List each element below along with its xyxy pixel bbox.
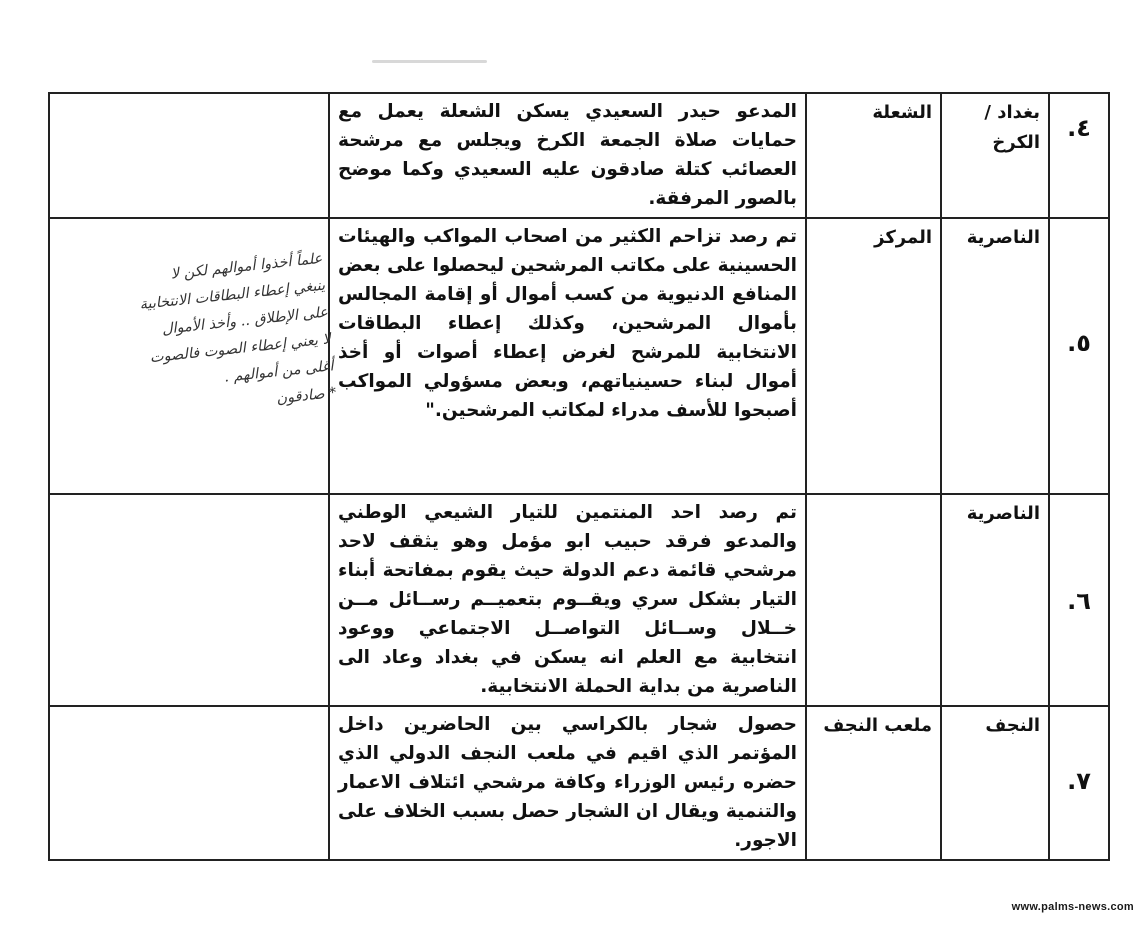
row-number-cell <box>1049 218 1109 494</box>
area-cell <box>806 706 941 860</box>
governorate: الناصرية <box>966 503 1040 524</box>
document-page <box>48 92 1108 861</box>
governorate-cell <box>941 706 1049 860</box>
governorate: بغداد / الكرخ <box>984 102 1040 153</box>
table-row <box>49 218 1109 494</box>
notes-cell <box>49 494 329 706</box>
governorate-cell <box>941 494 1049 706</box>
governorate: النجف <box>985 715 1040 736</box>
row-number: ٦. <box>1067 587 1091 615</box>
description: المدعو حيدر السعيدي يسكن الشعلة يعمل مع حمايات صلاة الجمعة الكرخ ويجلس مع مرشحة العصائب كتلة صادقون عليه السعيدي وكما موضح بالصور المرفقة. <box>338 101 797 209</box>
site-watermark: www.palms-news.com <box>1011 901 1134 913</box>
faint-mark <box>372 60 487 63</box>
description-cell <box>329 218 806 494</box>
handwritten-note <box>62 246 338 434</box>
area: المركز <box>874 227 932 248</box>
description-cell <box>329 93 806 218</box>
description-cell <box>329 494 806 706</box>
handwritten-line: * صادقون <box>275 385 338 408</box>
governorate-cell <box>941 218 1049 494</box>
description-cell <box>329 706 806 860</box>
row-number-cell <box>1049 494 1109 706</box>
notes-cell <box>49 218 338 494</box>
area <box>807 495 940 499</box>
table-row <box>49 494 1109 706</box>
row-number-cell <box>1049 93 1109 218</box>
row-number-cell <box>1049 706 1109 860</box>
table-row <box>49 706 1109 860</box>
handwritten-line: علماً أخذوا أموالهم لكن لا <box>170 250 324 283</box>
area: ملعب النجف <box>823 715 932 736</box>
handwritten-line: أغلى من أموالهم . <box>223 358 335 386</box>
handwritten-line: ينبغي إعطاء البطاقات الانتخابية <box>138 277 326 314</box>
notes-cell <box>49 706 329 860</box>
notes-cell <box>49 93 329 218</box>
handwritten-line: على الإطلاق .. وأخذ الأموال <box>161 304 329 338</box>
area-cell <box>806 494 941 706</box>
row-number: ٤. <box>1067 114 1091 142</box>
area: الشعلة <box>872 102 932 123</box>
area-cell <box>806 218 941 494</box>
table-row <box>49 93 1109 218</box>
description: تم رصد احد المنتمين للتيار الشيعي الوطني والمدعو فرقد حبيب ابو مؤمل وهو يثقف لاحد مرشحي قائمة دعم الدولة حيث يقوم بمفاتحة أبناء التيار بشكل سري ويقــوم بتعميــم رســائل مــن خــلال وســائل التواصــل الاجتماعي ووعود انتخابية مع العلم انه يسكن في بغداد وعاد الى الناصرية من بداية الحملة الانتخابية. <box>338 502 797 697</box>
row-number: ٥. <box>1067 329 1091 357</box>
governorate: الناصرية <box>966 227 1040 248</box>
description: تم رصد تزاحم الكثير من اصحاب المواكب والهيئات الحسينية على مكاتب المرشحين ليحصلوا على بعض المنافع الدنيوية من كسب أموال أو إقامة المجالس بأموال المرشحين، وكذلك إعطاء البطاقات الانتخابية للمرشح لغرض إعطاء أصوات أو أخذ أموال لبناء حسينياتهم، وبعض مسؤولي المواكب أصبحوا للأسف مدراء لمكاتب المرشحين." <box>338 226 797 421</box>
description: حصول شجار بالكراسي بين الحاضرين داخل المؤتمر الذي اقيم في ملعب النجف الدولي الذي حضره رئيس الوزراء وكافة مرشحي ائتلاف الاعمار والتنمية ويقال ان الشجار حصل بسبب الخلاف على الاجور. <box>338 714 797 851</box>
report-table <box>48 92 1110 861</box>
governorate-cell <box>941 93 1049 218</box>
handwritten-line: لا يعني إعطاء الصوت فالصوت <box>149 331 332 367</box>
area-cell <box>806 93 941 218</box>
row-number: ٧. <box>1067 767 1091 795</box>
